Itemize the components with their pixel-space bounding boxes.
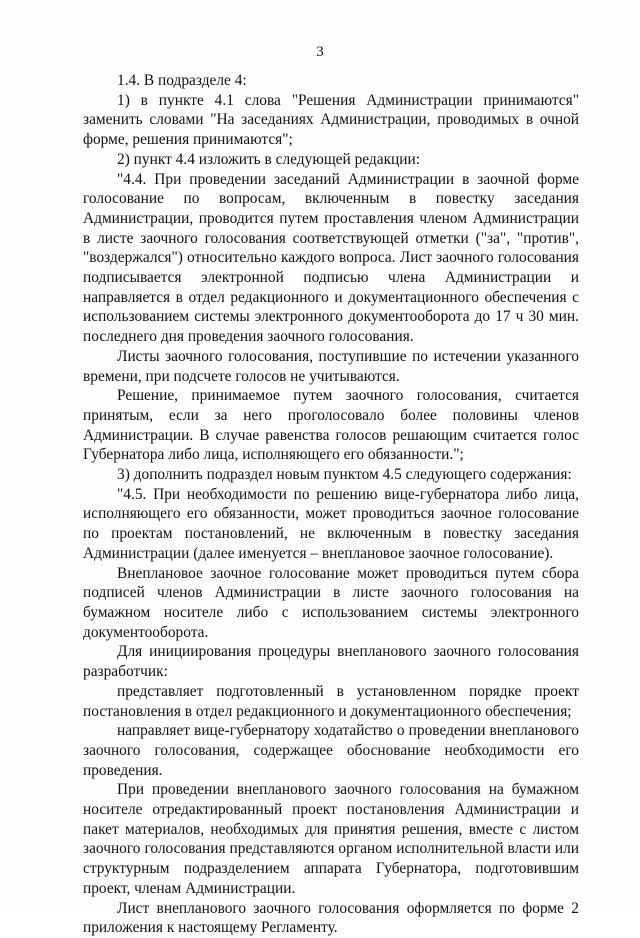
paragraph: 2) пункт 4.4 изложить в следующей редакции: [117, 150, 421, 168]
paragraph: 3) дополнить подраздел новым пунктом 4.5 следующего содержания: [117, 466, 572, 484]
paragraph: Внеплановое заочное голосование может проводиться путем сбора подписей членов Администрации в листе заочного голосования на бумажном носителе либо с использованием системы электронного документооборота. [83, 564, 579, 641]
paragraph: Для инициирования процедуры внепланового заочного голосования разработчик: [83, 643, 579, 681]
page-number: 3 [316, 44, 324, 60]
document-body [83, 71, 579, 938]
paragraph: "4.5. При необходимости по решению вице-губернатора либо лица, исполняющего его обязанности, может проводиться заочное голосование по проектам постановлений, не включенным в повестку заседания Администрации (далее именуется – внеплановое заочное голосование). [83, 485, 579, 562]
paragraph: 1) в пункте 4.1 слова "Решения Администрации принимаются" заменить словами "На заседаниях Администрации, проводимых в очной форме, решения принимаются"; [83, 91, 579, 149]
paragraph: При проведении внепланового заочного голосования на бумажном носителе отредактированный проект постановления Администрации и пакет материалов, необходимых для принятия решения, вместе с листом заочного голосования представляются органом исполнительной власти или структурным подразделением аппарата Губернатора, подготовившим проект, членам Администрации. [83, 781, 579, 897]
paragraph: Решение, принимаемое путем заочного голосования, считается принятым, если за него проголосовало более половины членов Администрации. В случае равенства голосов решающим считается голос Губернатора либо лица, исполняющего его обязанности."; [83, 387, 579, 464]
paragraph: представляет подготовленный в установленном порядке проект постановления в отдел редакционного и документационного обеспечения; [83, 682, 579, 720]
paragraph: "4.4. При проведении заседаний Администрации в заочной форме голосование по вопросам, включенным в повестку заседания Администрации, проводится путем проставления членом Администрации в листе заочного голосования соответствующей отметки ("за", "против", "воздержался") относительно каждого вопроса. Лист заочного голосования подписывается электронной подписью члена Администрации и направляется в отдел редакционного и документационного обеспечения с использованием системы электронного документооборота до 17 ч 30 мин. последнего дня проведения заочного голосования. [83, 170, 579, 346]
paragraph: направляет вице-губернатору ходатайство о проведении внепланового заочного голосования, содержащее обоснование необходимости его проведения. [83, 722, 579, 779]
paragraph: Лист внепланового заочного голосования оформляется по форме 2 приложения к настоящему Регламенту. [83, 899, 579, 937]
paragraph: 1.4. В подразделе 4: [117, 72, 247, 89]
paragraph: Листы заочного голосования, поступившие по истечении указанного времени, при подсчете голосов не учитываются. [83, 347, 579, 385]
